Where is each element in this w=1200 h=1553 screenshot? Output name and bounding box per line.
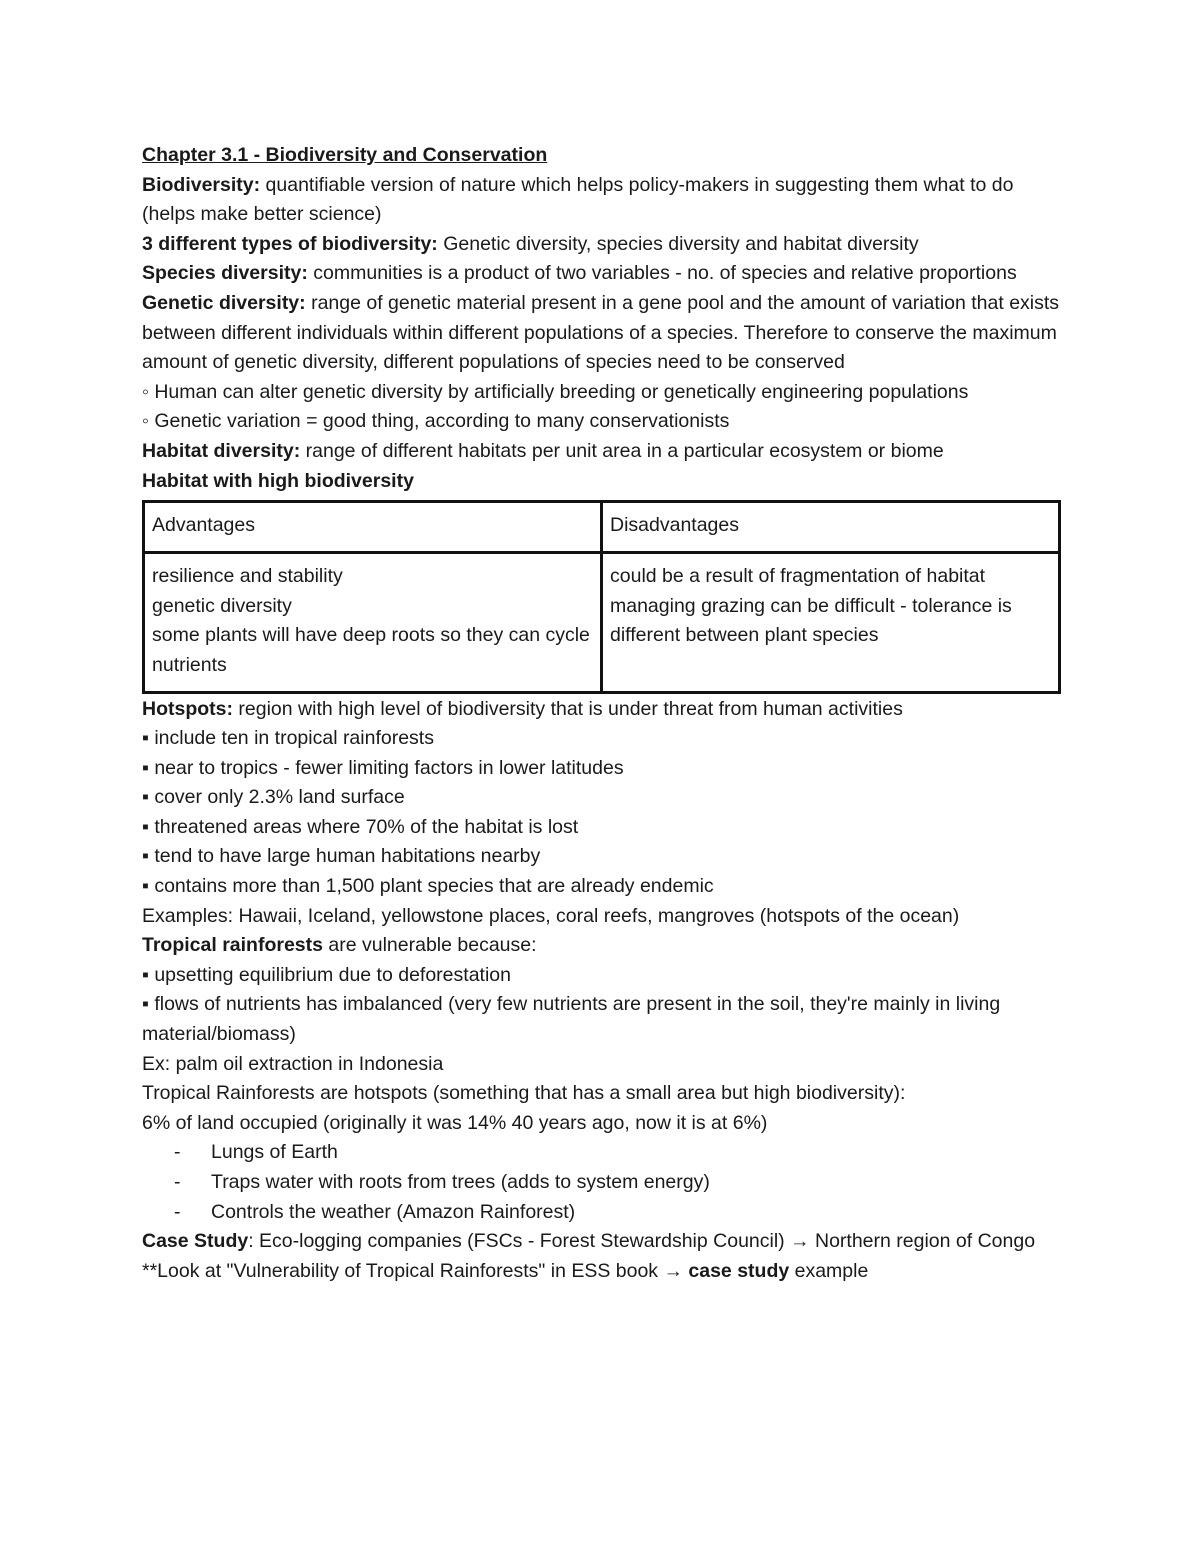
disadvantages-cell [602, 553, 1060, 692]
dash-item: - Controls the weather (Amazon Rainforest) [174, 1200, 576, 1223]
dash-item: - Traps water with roots from trees (adds to system energy) [174, 1171, 710, 1193]
list-item: ▪ tend to have large human habitations nearby [142, 845, 541, 868]
types-term: 3 different types of biodiversity: [142, 232, 438, 255]
list-item: ▪ include ten in tropical rainforests [142, 727, 434, 750]
land-line: 6% of land occupied (originally it was 14% 40 years ago, now it is at 6%) [142, 1111, 768, 1134]
hotspots-definition: Hotspots: region with high level of biodiversity that is under threat from human activities [142, 697, 903, 720]
biodiversity-table [142, 500, 1061, 693]
advantage-item: genetic diversity [152, 594, 292, 617]
table-header-row [144, 502, 1060, 553]
page-title: Chapter 3.1 - Biodiversity and Conservation [142, 144, 548, 166]
document-page [142, 141, 1062, 1286]
tropical-term: Tropical rainforests [142, 934, 323, 957]
list-item: ▪ upsetting equilibrium due to deforestation [142, 963, 511, 986]
table-row [144, 553, 1060, 692]
table-heading: Habitat with high biodiversity [142, 469, 414, 492]
list-item: ▪ flows of nutrients has imbalanced (very few nutrients are present in the soil, they're mainly in living material/biomass) [142, 993, 1001, 1046]
list-item: ◦ Genetic variation = good thing, according to many conservationists [142, 410, 730, 433]
advantage-item: some plants will have deep roots so they can cycle nutrients [152, 624, 590, 676]
habitat-term: Habitat diversity: [142, 439, 301, 462]
habitat-definition: Habitat diversity: range of different habitats per unit area in a particular ecosystem or biome [142, 439, 944, 462]
types-definition: 3 different types of biodiversity: Genetic diversity, species diversity and habitat diversity [142, 232, 919, 255]
list-item: ◦ Human can alter genetic diversity by artificially breeding or genetically engineering populations [142, 380, 969, 403]
genetic-definition: Genetic diversity: range of genetic material present in a gene pool and the amount of variation that exists between different individuals within different populations of a species. Therefore to conserve the maximum amount of genetic diversity, different populations of species need to be conserved [142, 291, 1060, 374]
list-item: ▪ contains more than 1,500 plant species that are already endemic [142, 875, 714, 898]
biodiversity-definition: Biodiversity: quantifiable version of nature which helps policy-makers in suggesting them what to do (helps make better science) [142, 173, 1014, 226]
case-study-line: Case Study: Eco-logging companies (FSCs - Forest Stewardship Council) → Northern region of Congo [142, 1230, 1036, 1253]
hotspots-term: Hotspots: [142, 697, 233, 720]
look-at-line: **Look at "Vulnerability of Tropical Rainforests" in ESS book → case study example [142, 1259, 869, 1282]
disadvantage-item: managing grazing can be difficult - tolerance is different between plant species [610, 594, 1012, 647]
biodiversity-term: Biodiversity: [142, 173, 261, 196]
rainforest-hotspots-line: Tropical Rainforests are hotspots (something that has a small area but high biodiversity): [142, 1082, 906, 1105]
list-item: ▪ cover only 2.3% land surface [142, 786, 405, 809]
genetic-term: Genetic diversity: [142, 291, 306, 314]
examples-line: Examples: Hawaii, Iceland, yellowstone places, coral reefs, mangroves (hotspots of the ocean) [142, 904, 960, 927]
case-study-term: Case Study [142, 1230, 249, 1253]
dash-item: - Lungs of Earth [174, 1141, 338, 1164]
list-item: ▪ threatened areas where 70% of the habitat is lost [142, 815, 579, 838]
advantages-cell [144, 553, 602, 692]
header-disadvantages: Disadvantages [602, 502, 1060, 553]
species-definition: Species diversity: communities is a product of two variables - no. of species and relative proportions [142, 262, 1017, 285]
tropical-definition: Tropical rainforests are vulnerable because: [142, 934, 537, 957]
advantage-item: resilience and stability [152, 565, 343, 588]
species-term: Species diversity: [142, 262, 308, 285]
disadvantage-item: could be a result of fragmentation of habitat [610, 565, 986, 588]
header-advantages: Advantages [144, 502, 602, 553]
list-item: ▪ near to tropics - fewer limiting factors in lower latitudes [142, 756, 624, 779]
ex-line: Ex: palm oil extraction in Indonesia [142, 1052, 444, 1075]
